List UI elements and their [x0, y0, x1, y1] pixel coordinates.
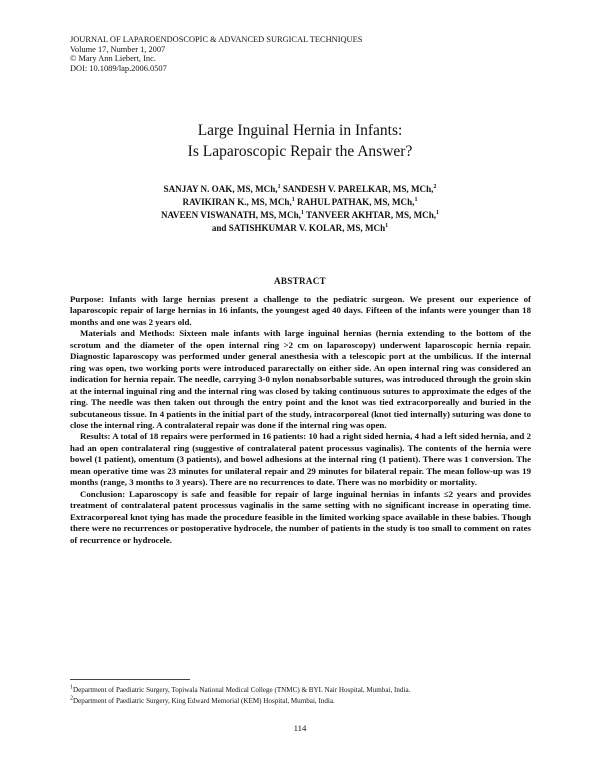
title-line-1: Large Inguinal Hernia in Infants:: [197, 122, 403, 139]
author-line-4: [60, 222, 540, 235]
abstract-heading: ABSTRACT: [274, 276, 326, 286]
author-line-2: [60, 196, 540, 209]
journal-name: JOURNAL OF LAPAROENDOSCOPIC & ADVANCED SURGICAL TECHNIQUES: [70, 35, 363, 44]
abstract-methods: Materials and Methods: Sixteen male infants with large inguinal hernias (hernia extending to the bottom of the scrotum and the diameter of the open internal ring >2 cm on laparoscopy) underwent laparoscopic hernia repair. Diagnostic laparoscopy was performed under general anesthesia with a telescopic port at the umbilicus. If the internal ring was open, two working ports were introduced pararectally on either side. An open internal ring was considered an indication for hernia repair. The needle, carrying 3-0 nylon nonabsorbable sutures, was introduced through the groin skin at the internal inguinal ring and the internal ring was closed by taking continuous sutures to approximate the edges of the ring. The needle was then taken out through the entry point and the knot was tied extracorporeally and buried in the subcutaneous tissue. In 4 patients in the initial part of the study, intracorporeal (knot tied internally) suturing was done to close the internal ring. A contralateral repair was done if the internal ring was open.: [70, 328, 531, 430]
journal-volume: Volume 17, Number 1, 2007: [70, 44, 166, 54]
affiliation-mark: 2: [433, 183, 437, 190]
footnote-text: Department of Paediatric Surgery, Topiwala National Medical College (TNMC) & BYL Nair Hospital, Mumbai, India.: [73, 686, 411, 694]
title-line-2: Is Laparoscopic Repair the Answer?: [187, 143, 413, 160]
author-line-3: [60, 209, 540, 222]
footnotes: [70, 685, 540, 706]
affiliation-mark: 1: [436, 209, 440, 216]
footnote-mark: 1: [70, 684, 73, 691]
journal-copyright: © Mary Ann Liebert, Inc.: [70, 54, 156, 64]
affiliation-mark: 1: [277, 183, 281, 190]
affiliation-mark: 1: [300, 209, 304, 216]
abstract-results: Results: A total of 18 repairs were performed in 16 patients: 10 had a right sided hernia, 4 had a left sided hernia, and 2 had an open contralateral ring (suggestive of contralateral patent processus vaginalis). The contents of the hernia were bowel (1 patient), omentum (3 patients), and bowel adhesions at the internal ring (1 patient). There was 1 conversion. The mean operative time was 23 minutes for unilateral repair and 29 minutes for bilateral repair. The mean follow-up was 19 months (range, 3 months to 3 years). There are no recurrences to date. There was no morbidity or mortality.: [70, 431, 531, 488]
author-name: NAVEEN VISWANATH, MS, MCh,: [160, 210, 301, 220]
journal-header: [70, 35, 362, 73]
footnote-1: [70, 685, 540, 696]
journal-doi: DOI: 10.1089/lap.2006.0507: [70, 63, 167, 73]
author-list: [60, 183, 540, 235]
affiliation-mark: 1: [385, 222, 389, 229]
author-name: SANJAY N. OAK, MS, MCh,: [163, 184, 278, 194]
abstract-purpose: Purpose: Infants with large hernias present a challenge to the pediatric surgeon. We present our experience of laparoscopic repair of large hernias in 16 infants, the youngest aged 40 days. Fifteen of the infants were younger than 18 months and one was 2 years old.: [70, 294, 531, 327]
affiliation-mark: 1: [291, 196, 295, 203]
author-conjunction: and: [211, 223, 227, 233]
author-name: TANVEER AKHTAR, MS, MCh,: [306, 210, 437, 220]
author-name: RAHUL PATHAK, MS, MCh,: [297, 197, 415, 207]
footnote-text: Department of Paediatric Surgery, King Edward Memorial (KEM) Hospital, Mumbai, India.: [73, 696, 335, 705]
abstract-conclusion: Conclusion: Laparoscopy is safe and feasible for repair of large inguinal hernias in infants ≤2 years and provides treatment of contralateral patent processus vaginalis in the same setting with no significant increase in operating time. Extracorporeal knot tying has made the procedure feasible in the limited working space available in these babies. Though there were no recurrences or postoperative hydrocele, the number of patients in the study is too small to comment on rates of recurrence or hydrocele.: [70, 488, 531, 545]
article-title: [60, 120, 540, 162]
author-name: SANDESH V. PARELKAR, MS, MCh,: [282, 184, 434, 194]
author-name: SATISHKUMAR V. KOLAR, MS, MCh: [228, 223, 386, 233]
footnote-divider: [70, 679, 190, 680]
footnote-2: [70, 696, 540, 707]
affiliation-mark: 1: [414, 196, 418, 203]
page-number: 114: [293, 723, 307, 733]
abstract-body: [70, 294, 531, 546]
author-line-1: [60, 183, 540, 196]
author-name: RAVIKIRAN K., MS, MCh,: [182, 197, 292, 207]
footnote-mark: 2: [70, 695, 73, 702]
